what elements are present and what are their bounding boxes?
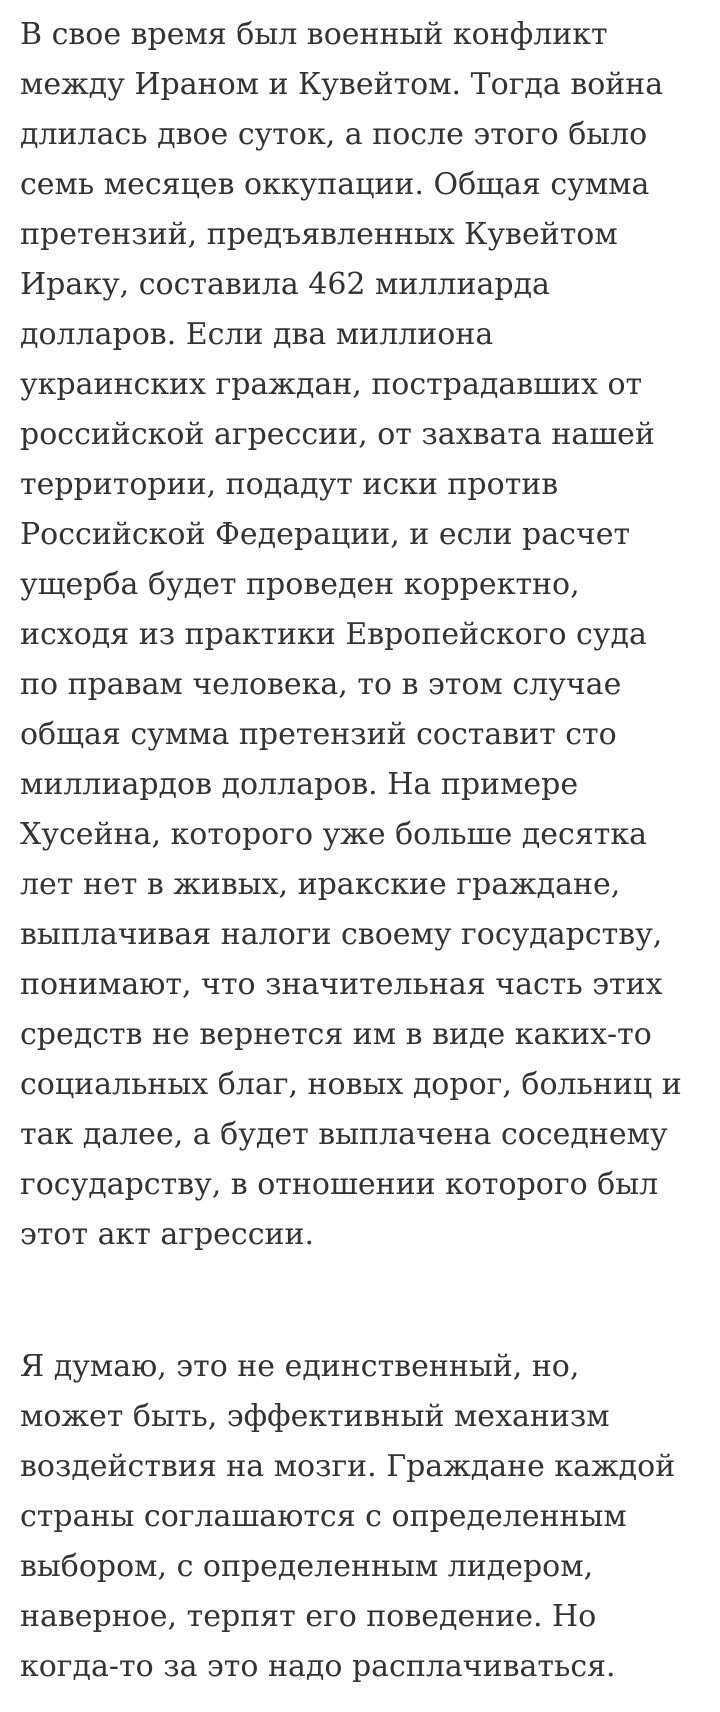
text-line: претензий, предъявленных Кувейтом	[20, 217, 618, 252]
text-line: ущерба будет проведен корректно,	[20, 567, 580, 602]
paragraph-1	[20, 10, 700, 1260]
text-line: социальных благ, новых дорог, больниц и	[20, 1067, 682, 1102]
text-line: понимают, что значительная часть этих	[20, 967, 663, 1002]
text-line: когда-то за это надо расплачиваться.	[20, 1649, 616, 1684]
text-line: российской агрессии, от захвата нашей	[20, 417, 655, 452]
text-line: исходя из практики Европейского суда	[20, 617, 647, 652]
text-line: миллиардов долларов. На примере	[20, 767, 579, 802]
text-line: страны соглашаются с определенным	[20, 1499, 627, 1534]
text-line: общая сумма претензий составит сто	[20, 717, 617, 752]
text-line: Я думаю, это не единственный, но,	[20, 1349, 580, 1384]
text-line: наверное, терпят его поведение. Но	[20, 1599, 597, 1634]
text-line: Ираку, составила 462 миллиарда	[20, 267, 550, 302]
text-line: семь месяцев оккупации. Общая сумма	[20, 167, 650, 202]
text-line: долларов. Если два миллиона	[20, 317, 494, 352]
text-line: территории, подадут иски против	[20, 467, 559, 502]
text-line: В свое время был военный конфликт	[20, 17, 608, 52]
text-line: выбором, с определенным лидером,	[20, 1549, 594, 1584]
text-line: по правам человека, то в этом случае	[20, 667, 622, 702]
text-line: украинских граждан, пострадавших от	[20, 367, 643, 402]
text-line: воздействия на мозги. Граждане каждой	[20, 1449, 676, 1484]
text-line: так далее, а будет выплачена соседнему	[20, 1117, 668, 1152]
text-line: этот акт агрессии.	[20, 1217, 315, 1252]
text-line: Хусейна, которого уже больше десятка	[20, 817, 647, 852]
text-line: средств не вернется им в виде каких-то	[20, 1017, 652, 1052]
text-line: государству, в отношении которого был	[20, 1167, 659, 1202]
text-line: может быть, эффективный механизм	[20, 1399, 610, 1434]
text-line: выплачивая налоги своему государству,	[20, 917, 663, 952]
text-line: лет нет в живых, иракские граждане,	[20, 867, 621, 902]
text-line: Российской Федерации, и если расчет	[20, 517, 631, 552]
text-line: между Ираном и Кувейтом. Тогда война	[20, 67, 664, 102]
paragraph-2	[20, 1342, 700, 1692]
text-line: длилась двое суток, а после этого было	[20, 117, 648, 152]
